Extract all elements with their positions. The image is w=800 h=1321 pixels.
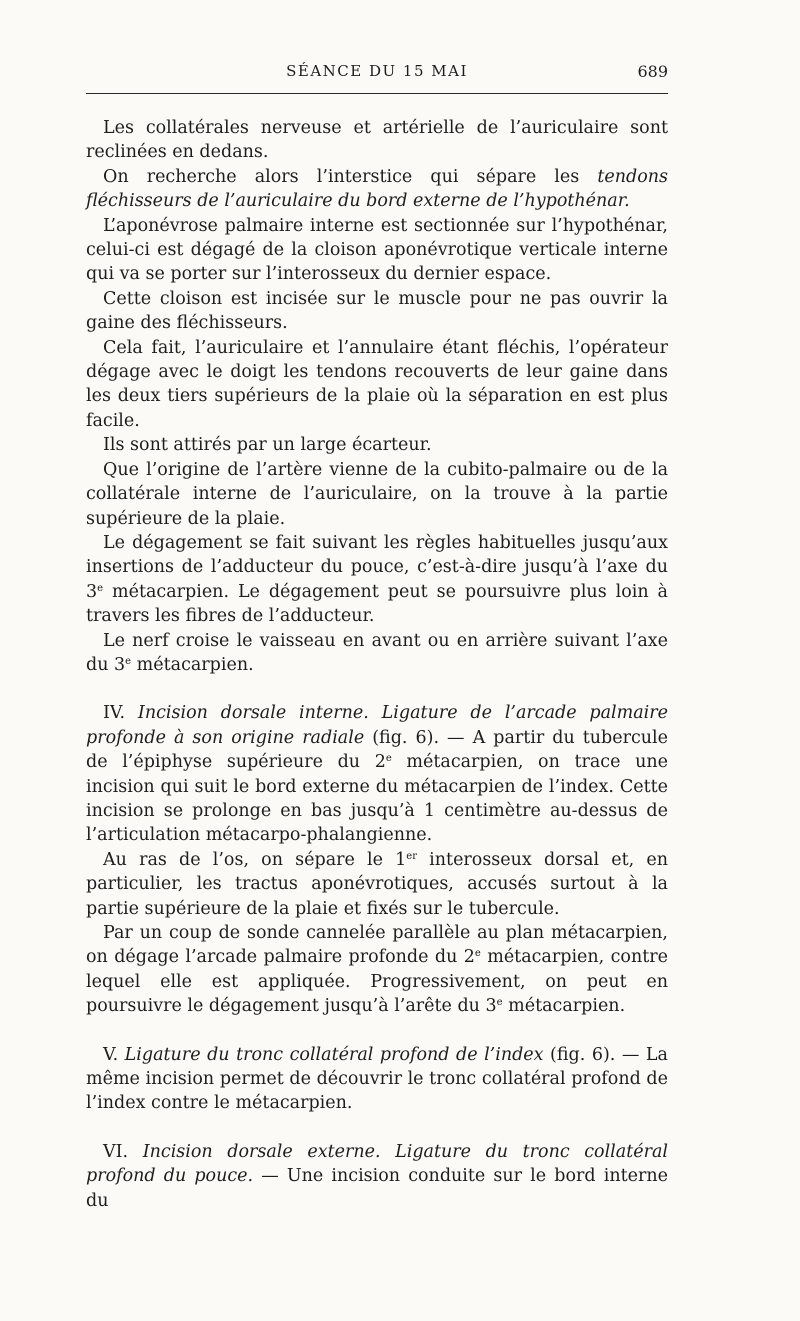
italic-phrase: tendons fléchisseurs de l’auriculaire du bord externe de l’hypothénar.: [86, 166, 668, 212]
paragraph: [86, 458, 668, 531]
paragraph: [86, 287, 668, 336]
paragraph-text: Le dégagement se fait suivant les règles habituelles jusqu’aux insertions de l’adducteur du pouce, c’est-à-dire jusqu’à l’axe du 3: [86, 532, 668, 602]
ordinal-superscript: e: [125, 655, 132, 667]
paragraph: [86, 921, 668, 1019]
paragraph: [86, 165, 668, 214]
paragraph-text: métacarpien, on trace une incision qui suit le bord externe du métacarpien de l’index. Cette incision se prolonge en bas jusqu’à 1 centimètre au-dessus de l’articulation métacarpo-phalangienne.: [86, 752, 668, 846]
book-page: [86, 62, 668, 1213]
section-paragraph-iv: [86, 701, 668, 847]
ordinal-superscript: e: [496, 997, 503, 1009]
running-title: SÉANCE DU 15 MAI: [286, 62, 468, 80]
paragraph-text: Ils sont attirés par un large écarteur.: [103, 435, 432, 456]
section-heading: Ligature du tronc collatéral profond de l’index: [124, 1044, 544, 1065]
paragraph-text: Les collatérales nerveuse et artérielle de l’auriculaire sont reclinées en dedans.: [86, 118, 668, 163]
paragraph: [86, 116, 668, 165]
paragraph: [86, 848, 668, 921]
paragraph-text: interosseux dorsal et, en particulier, les tractus aponévrotiques, accusés surtout à la partie supérieure de la plaie et fixés sur le tubercule.: [86, 849, 669, 919]
paragraph: [86, 531, 668, 629]
paragraph-text: Cette cloison est incisée sur le muscle pour ne pas ouvrir la gaine des fléchisseurs.: [86, 288, 668, 334]
paragraph-text: On recherche alors l’interstice qui sépare les: [103, 166, 598, 187]
paragraph-text: L’aponévrose palmaire interne est sectionnée sur l’hypothénar, celui-ci est dégagé de la cloison aponévrotique verticale interne qui va se porter sur l’interosseux du dernier espace.: [86, 215, 668, 285]
paragraph-text: (fig. 6). — La même incision permet de découvrir le tronc collatéral profond de l’index contre le métacarpien.: [86, 1044, 668, 1114]
paragraph-text: métacarpien.: [502, 996, 626, 1017]
paragraph: [86, 336, 668, 434]
ordinal-superscript: e: [474, 948, 481, 960]
paragraph-text: métacarpien, contre lequel elle est appliquée. Progressivement, on peut en poursuivre le dégagement jusqu’à l’arête du 3: [86, 947, 668, 1017]
body-text: [86, 116, 668, 1213]
ordinal-superscript: er: [406, 850, 417, 862]
header-rule: [86, 93, 668, 94]
paragraph-text: métacarpien.: [131, 654, 254, 675]
section-paragraph-vi: [86, 1140, 668, 1213]
page-number: 689: [637, 62, 668, 81]
paragraph-text: Au ras de l’os, on sépare le 1: [103, 849, 407, 870]
paragraph-text: Que l’origine de l’artère vienne de la cubito-palmaire ou de la collatérale interne de l’auriculaire, on la trouve à la partie supérieure de la plaie.: [86, 459, 668, 529]
ordinal-superscript: e: [385, 753, 392, 765]
paragraph: [86, 214, 668, 287]
paragraph-text: — Une incision conduite sur le bord interne du: [86, 1166, 668, 1211]
section-paragraph-v: [86, 1043, 668, 1116]
paragraph-text: (fig. 6). — A partir du tubercule de l’épiphyse supérieure du 2: [86, 727, 669, 773]
paragraph-text: Par un coup de sonde cannelée parallèle au plan métacarpien, on dégage l’arcade palmaire profonde du 2: [86, 923, 668, 968]
section-number: IV.: [103, 703, 138, 724]
paragraph-text: Le nerf croise le vaisseau en avant ou en arrière suivant l’axe du 3: [86, 630, 668, 675]
paragraph-text: Cela fait, l’auriculaire et l’annulaire étant fléchis, l’opérateur dégage avec le doigt les tendons recouverts de leur gaine dans les deux tiers supérieurs de la plaie où la séparation en est plus facile.: [86, 337, 668, 431]
paragraph: [86, 433, 668, 457]
section-heading: Incision dorsale interne. Ligature de l’arcade palmaire profonde à son origine radiale: [86, 703, 668, 748]
paragraph-text: métacarpien. Le dégagement peut se poursuivre plus loin à travers les fibres de l’adducteur.: [86, 581, 668, 627]
section-number: V.: [103, 1044, 125, 1065]
ordinal-superscript: e: [97, 582, 104, 594]
section-number: VI.: [103, 1141, 143, 1162]
running-header: [86, 62, 668, 88]
section-heading: Incision dorsale externe. Ligature du tronc collatéral profond du pouce.: [86, 1141, 668, 1187]
paragraph: [86, 629, 668, 678]
